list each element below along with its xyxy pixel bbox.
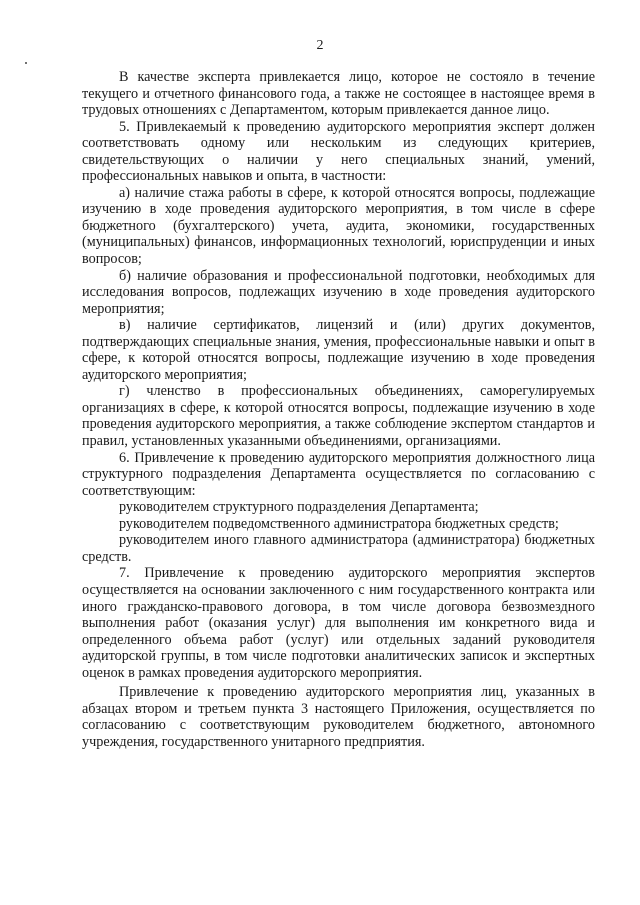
- list-item-structural-unit-head: руководителем структурного подразделения Департамента;: [119, 499, 479, 516]
- paragraph-item-7: 7. Привлечение к проведению аудиторского мероприятия экспертов осуществляется на основании заключенного с ним государственного контракта или иного гражданско-правового договора, в том числе договора безвозмездного выполнения работ (оказания услуг) для выполнения им конкретного вида и определенного объема работ (услуг) или отдельных заданий руководителя аудиторской группы, в том числе подготовки аналитических записок и экспертных оценок в рамках проведения аудиторского мероприятия.: [82, 565, 595, 681]
- paragraph-criterion-v: в) наличие сертификатов, лицензий и (или) других документов, подтверждающих специальные знания, умения, профессиональные навыки и опыт в сфере, к которой относятся вопросы, подлежащие изучению в ходе проведения аудиторского мероприятия;: [82, 317, 595, 383]
- page-number: 2: [316, 38, 324, 53]
- document-body: [82, 69, 595, 750]
- paragraph-criterion-g: г) членство в профессиональных объединениях, саморегулируемых организациях в сфере, к которой относятся вопросы, подлежащие изучению в ходе проведения аудиторского мероприятия, а также соблюдение экспертом стандартов и правил, установленных указанными объединениями, организациями.: [82, 383, 595, 450]
- paragraph-persons-approval: Привлечение к проведению аудиторского мероприятия лиц, указанных в абзацах втором и третьем пункта 3 настоящего Приложения, осуществляется по согласованию с соответствующим руководителем бюджетного, автономного учреждения, государственного унитарного предприятия.: [82, 684, 595, 750]
- paragraph-item-6: 6. Привлечение к проведению аудиторского мероприятия должностного лица структурного подразделения Департамента осуществляется по согласованию с соответствующим:: [82, 449, 595, 499]
- paragraph-criterion-b: б) наличие образования и профессиональной подготовки, необходимых для исследования вопросов, подлежащих изучению в ходе проведения аудиторского мероприятия;: [82, 267, 595, 317]
- paragraph-item-5: 5. Привлекаемый к проведению аудиторского мероприятия эксперт должен соответствовать одному или нескольким из следующих критериев, свидетельствующих о наличии у него специальных знаний, умений, профессиональных навыков и опыта, в частности:: [82, 118, 595, 185]
- paragraph-criterion-a: а) наличие стажа работы в сфере, к которой относятся вопросы, подлежащие изучению в ходе проведения аудиторского мероприятия, в том числе в сфере бюджетного (бухгалтерского) учета, аудита, экономики, государственных (муниципальных) финансов, информационных технологий, юриспруденции и иных вопросов;: [82, 184, 595, 268]
- list-item-subordinate-admin-head: руководителем подведомственного администратора бюджетных средств;: [119, 515, 559, 532]
- paragraph-expert-eligibility: В качестве эксперта привлекается лицо, которое не состояло в течение текущего и отчетного финансового года, а также не состоящее в настоящее время в трудовых отношениях с Департаментом, которым привлекается данное лицо.: [82, 69, 595, 119]
- scan-speck: [25, 62, 27, 64]
- list-item-other-admin-head: руководителем иного главного администратора (администратора) бюджетных средств.: [82, 532, 595, 565]
